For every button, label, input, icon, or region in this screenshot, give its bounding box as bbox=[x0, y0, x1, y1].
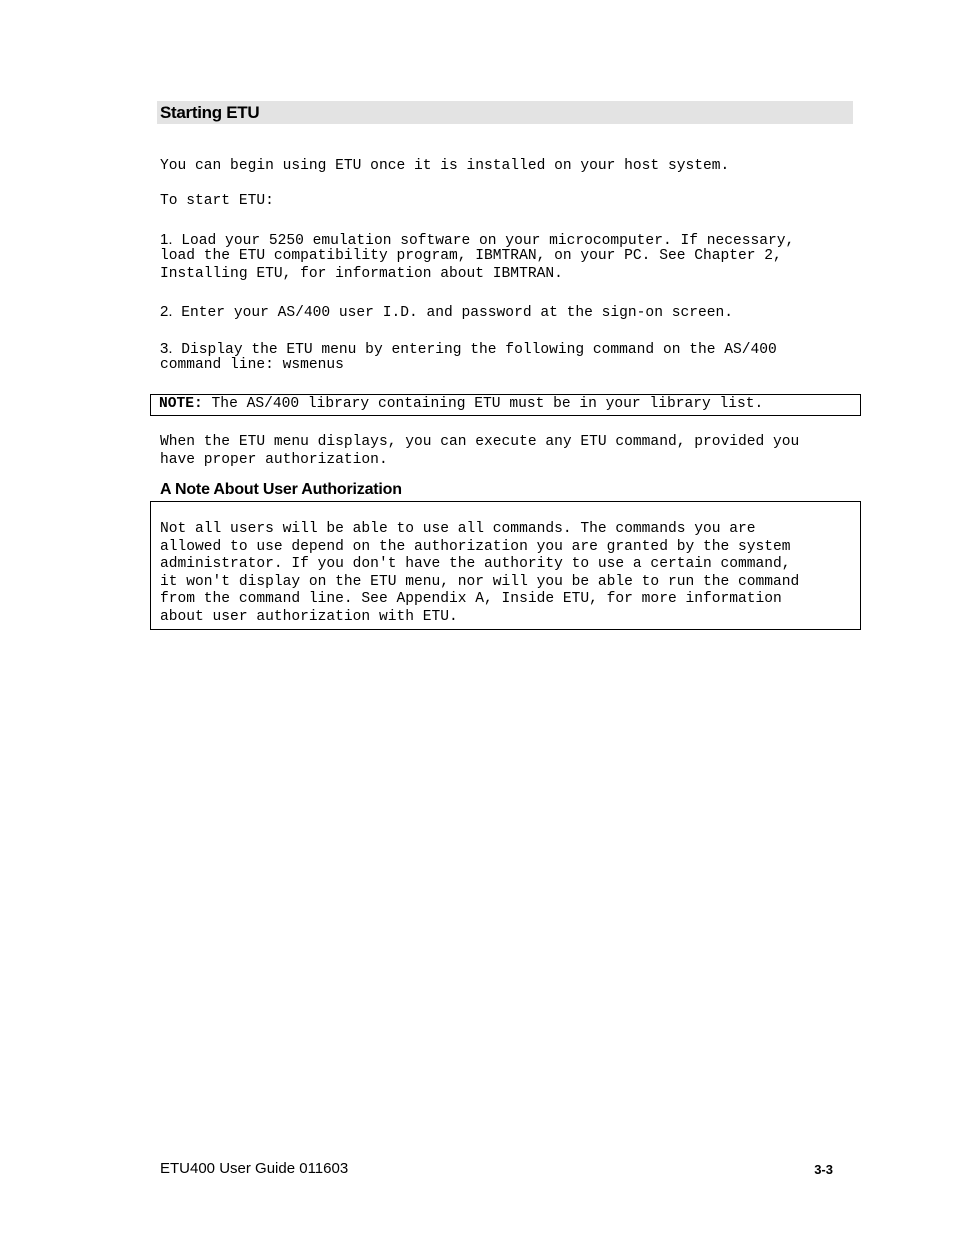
step-1-line-2: load the ETU compatibility program, IBMTRAN, on your PC. See Chapter 2, bbox=[160, 248, 782, 264]
step-1-line-3: Installing ETU, for information about IBMTRAN. bbox=[160, 266, 563, 282]
note-text: NOTE: The AS/400 library containing ETU must be in your library list. bbox=[159, 396, 764, 412]
step-3-line-1: 3. Display the ETU menu by entering the following command on the AS/400 bbox=[160, 340, 777, 358]
step-2-number: 2. bbox=[160, 303, 173, 320]
note-label: NOTE: bbox=[159, 396, 203, 412]
note-box bbox=[150, 394, 861, 416]
subsection-heading: A Note About User Authorization bbox=[160, 481, 402, 498]
authorization-text: Not all users will be able to use all commands. The commands you are allowed to use depend on the authorization you are granted by the system administrator. If you don't have the authority to use a certain command, it won't display on the ETU menu, nor will you be able to run the command from the command line. See Appendix A, Inside ETU, for more information about user authorization with ETU. bbox=[160, 521, 800, 625]
step-3-number: 3. bbox=[160, 340, 173, 357]
footer-title: ETU400 User Guide 011603 bbox=[160, 1160, 349, 1177]
to-start-text: To start ETU: bbox=[160, 193, 274, 209]
step-3-line-2: command line: wsmenus bbox=[160, 357, 344, 373]
authorization-box bbox=[150, 501, 861, 630]
step-2-line-1: 2. Enter your AS/400 user I.D. and password at the sign-on screen. bbox=[160, 303, 734, 321]
page-number: 3-3 bbox=[814, 1162, 833, 1177]
menu-display-line-2: have proper authorization. bbox=[160, 452, 388, 468]
step-1-line-1: 1. Load your 5250 emulation software on your microcomputer. If necessary, bbox=[160, 231, 795, 249]
menu-display-line-1: When the ETU menu displays, you can execute any ETU command, provided you bbox=[160, 434, 800, 450]
section-heading: Starting ETU bbox=[157, 101, 853, 124]
step-1-number: 1. bbox=[160, 231, 173, 248]
intro-text: You can begin using ETU once it is installed on your host system. bbox=[160, 158, 730, 174]
